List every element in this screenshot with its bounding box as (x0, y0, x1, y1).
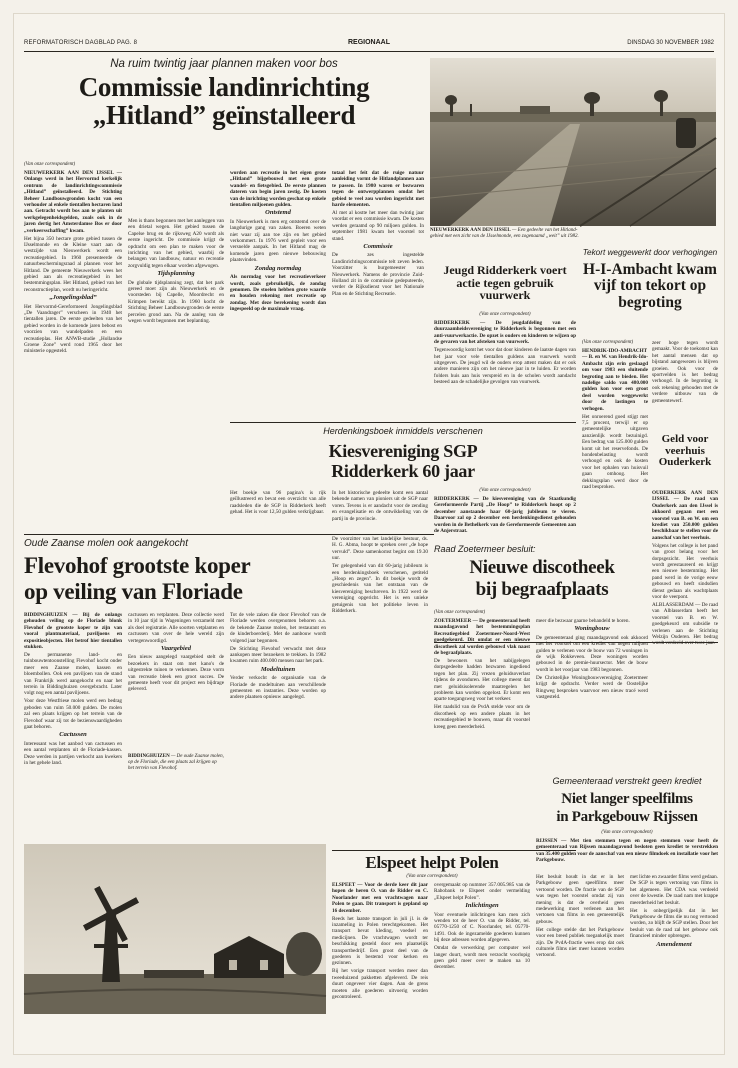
article-zoetermeer-body1: De bewoners van het nabijgelegen dorpsgedeelte hadden bezwaren ingediend tegen het plan. Zij vrezen geluidsoverlast tijdens de avonduren. Het college meent dat met geluidsisolerende maatregelen het probleem kan worden opgelost. Er komt een aparte toegangsweg voor het verkeer. (434, 657, 530, 703)
article-hitland-col4b-text: Al met al kostte het meer dan twintig jaar voordat er een commissie kwam. De kosten werden geraamd op 90 miljoen gulden. In september 1981 kwam het voorstel tot stand. (332, 209, 424, 242)
article-flevohof-col2-text: cactussen en vetplanten. Deze collectie werd in 10 jaar tijd in Wageningen verzameld met als doel registratie. Alle soorten vetplanten en cactussen van over de hele wereld zijn vertegenwoordigd. (128, 612, 224, 644)
article-flevohof-headline-1: Flevohof grootste koper (24, 553, 251, 578)
article-hitland-col2b-text: De globale tijdsplanning zegt, dat het park gereed moet zijn als Nieuwerkerk en de voorsteden bij Capelle, Moordrecht en Krimpen bereikt zijn. In 1960 kocht de Stichting Beheer Landbouwgronden de eerste percelen grond aan. Na de aanleg van de wegen wordt begonnen met beplanting. (128, 279, 224, 325)
article-veerhuis-headline: Geld voor veerhuis Ouderkerk (658, 433, 712, 469)
article-flevohof-col2 (128, 612, 224, 752)
article-alblasserdam-text: ALBLASSERDAM — De raad van Alblasserdam heeft het voorstel van B. en W. goedgekeurd om subsidie te verlenen aan de Stichting Welzijn Ouderen. Het bedrag wordt verdeeld over twee jaar. (652, 601, 718, 647)
article-hitland-kicker: Na ruim twintig jaar plannen maken voor bos (110, 58, 338, 70)
article-flevohof-col1 (24, 612, 122, 838)
article-ambacht-lead: HENDRIK-IDO-AMBACHT — B. en W. van Hendrik-Ido-Ambacht zijn erin geslaagd om voor 1983 een sluitende begroting aan te bieden. Het nadelige saldo van 480.000 gulden kon voor een groot deel worden weggewerkt door de lastingen te verhogen. (582, 348, 648, 412)
windmill-photo-caption (128, 754, 224, 772)
article-rijssen-body1: Het besluit houdt in dat er in het Parkgebouw geen speelfilms meer vertoond worden. De fractie van de SGP was tegen het voorstel omdat zij van mening is dat de overheid geen medewerking moet verlenen aan het vertonen van films in een gemeentelijk gebouw. (536, 874, 624, 925)
article-rijssen-col2b-text: Het is onbegrijpelijk dat in het Parkgebouw de films die nu nog vertoond worden, zo blijft de SGP stellen. Door het besluit van de raad zal het gebouw ook financieel minder opbrengen. (630, 907, 718, 940)
article-sgp-body4: In het historische gedeelte komt een aantal bekende namen van pioniers uit de SGP naar voren. Tevens is er aandacht voor de zending en evangelisatie en de ontwikkeling van de partij in de provincie. (332, 490, 428, 522)
article-flevohof-col3-text: Tot de vele zaken die door Flevohof van de Floriade werden overgenomen behoren o.a. de bekende Zaanse molen, het restaurant en de kinderboerderij. Met de aanbouw wordt volgend jaar begonnen. (230, 612, 326, 644)
article-elspeet-headline: Elspeet helpt Polen (365, 853, 499, 872)
article-zoetermeer-col1 (434, 618, 530, 840)
article-elspeet-col2 (434, 882, 530, 1038)
article-ambacht-headline: H-I-Ambacht kwam vijf ton tekort op begroting (583, 261, 717, 311)
article-sgp-col1 (332, 536, 428, 846)
landscape-photo-image (430, 58, 716, 226)
article-rijssen-col2-text: met lichte en zwaarder films werd gedaan. De SGP is tegen vertoning van films in het algemeen. Het CDA was verdeeld over de kwestie. De raad nam met krappe meerderheid het besluit. (630, 874, 719, 906)
article-hitland-col3b-text: In Nieuwerkerk is men erg ontstemd over de langdurige gang van zaken. Boeren weten niet waar zij aan toe zijn en het gebied verkommert. In 1976 werd gepleit voor een versnelde aanpak. In het Hitland mag de komende jaren geen nieuwe bebouwing plaatsvinden. (230, 218, 326, 264)
article-sgp-col0 (230, 490, 326, 546)
article-rijssen-body2: Het college stelde dat het Parkgebouw voor een breed publiek toegankelijk moet zijn. De PvdA-fractie wees erop dat ook culturele films niet meer kunnen worden vertoond. (536, 926, 624, 959)
landscape-caption-text: — Een gedeelte van het Hitland-gebied met een zicht van de IJsselmonde, een zogenaamd „weit” uit 1982. (430, 228, 579, 239)
article-rijssen-sign: Amendement (656, 940, 692, 948)
article-flevohof-headline-2: op veiling van Floriade (24, 579, 243, 604)
article-rijssen-col1 (536, 874, 624, 1038)
article-veerhuis-text: Volgens het college is het pand van groot belang voor het dorpsgezicht. Het veerhuis wordt gerestaureerd en krijgt een nieuwe bestemming. Het pand werd in de vorige eeuw gebouwd en heeft sindsdien dienst gedaan als wachtplaats voor de veerpont. (652, 542, 718, 600)
article-rijssen-kicker: Gemeenteraad verstrekt geen krediet (552, 776, 702, 786)
article-hitland-col4c-text: De zes ingestelde Landinrichtingscommissie telt zeven leden. Voorzitter is burgemeester van Nieuwerkerk. Namens de provincie Zuid-Holland zit in de commissie gedeputeerde, verder de Rijksdienst voor het Nationale Plan en de Stichting Recreatie. (332, 252, 424, 297)
article-flevohof-body2: Voor deze Westfriese molen werd een bedrag geboden van ruim 50.000 gulden. De molen zal een plaats krijgen op het terrein van de Flevohof waar zij tot de bezienswaardigheden gaat behoren. (24, 698, 122, 730)
article-ambacht-col1 (582, 348, 648, 538)
article-flevohof-sub1: Cactussen (59, 731, 87, 739)
article-flevohof-sub3: Modeltuinen (260, 665, 296, 673)
article-ambacht-text: Het onroerend goed stijgt met 7,5 procent, terwijl er op gemeentelijke uitgaven aanzienlijk wordt bezuinigd. Een bedrag van 125.000 gulden komt uit het reservefonds. De hondenbelasting wordt verhoogd en ook de kosten voor het ophalen van huisvuil gaan omhoog. Het dekkingsplan werd door de raad besproken. (582, 413, 648, 491)
landscape-caption-lead: NIEUWERKERK AAN DEN IJSSEL (430, 228, 511, 233)
article-hitland-col2 (128, 218, 224, 530)
article-elspeet-body2: Bij het vorige transport werden meer dan tweeduizend pakketten afgeleverd. De reis duurt ongeveer vier dagen. Aan de grens moeten alle goederen uitvoerig worden gecontroleerd. (332, 968, 428, 1000)
article-rijssen-lead: RIJSSEN — Met tien stemmen tegen en negen stemmen voor heeft de gemeenteraad van Rijssen maandagavond besloten geen krediet te verstrekken van 35.400 gulden voor de aanschaf van een nieuw filmdoek en installatie voor het Parkgebouw. (536, 838, 718, 864)
article-hitland-body1: Het bijna 350 hectare grote gebied tussen de IJsselmonde en de Kleine vaart aan de westzijde van Nieuwerkerk wordt een recreatiegebied. In 1960 presenteerde de natuurbeschermingsraad al plannen voor het Hitland. De gemeente Nieuwerkerk wees het gebied aan als recreatiegebied in het bestemmingsplan. Het Hitland, gebied van het reconstructieplan, wordt nu heringericht. (24, 235, 122, 293)
article-elspeet-byline: (Van onze correspondent) (406, 874, 458, 879)
landscape-photo-caption (430, 228, 580, 240)
article-sgp-col0b (332, 490, 428, 530)
article-sgp-body1: De voorzitter van het landelijke bestuur, ds. H. G. Abma, hoopt te spreken over „de hope vervuld”. Deze samenkomst begint om 19.30 uur. (332, 536, 428, 562)
article-elspeet-col2c-text: Omdat de verwerking per computer wel langer duurt, wordt men verzocht voorlopig geen geld meer over te maken na 10 december. (434, 945, 530, 971)
article-vuurwerk-headline: Jeugd Ridderkerk voert actie tegen gebruik vuurwerk (443, 263, 567, 303)
article-sgp-kicker: Herdenkingsboek inmiddels verschenen (323, 426, 483, 436)
article-veerhuis-body (652, 490, 718, 647)
article-flevohof-kicker: Oude Zaanse molen ook aangekocht (24, 538, 188, 549)
masthead-section: REGIONAAL (348, 39, 390, 46)
article-elspeet-col2b-text: Voor eventuele inlichtingen kan men zich wenden tot de heer O. van de Ridder, tel. 05770-1250 of C. Noorlander, tel. 05770-1491. Ook de ingezamelde goederen kunnen bij deze adressen worden afgegeven. (434, 911, 530, 944)
article-hitland-body2: Het Hervormd-Gereformeerd Jongelingsblad „De Vaandrager” verscheen in 1940 het tientallen jaren. De eerste gedeelten van het gebied worden in de komende jaren bebost en voorzien van wandelpaden en een recreatieplas. Het ANWB-studie „Hollandse Groene Zone” werd rond 1965 door het ministerie opgesteld. (24, 303, 122, 355)
article-hitland-sub1: „Jongelingsblad” (49, 294, 97, 302)
article-rijssen-col2 (630, 874, 718, 1038)
article-sgp-lead: RIDDERKERK — De kiesvereniging van de Staatkundig Gereformeerde Partij „De Hoop” te Ridderkerk hoopt op 2 december aanstaande haar 60-jarig jubileum te vieren. Daarvoor zal op 2 december een herdenkingsdienst gehouden worden in de Bethelkerk van de Gereformeerde Gemeenten aan de Anjerstraat. (434, 496, 576, 535)
article-flevohof-sub2: Vaargebied (161, 645, 191, 653)
article-zoetermeer-kicker: Raad Zoetermeer besluit: (434, 544, 536, 554)
article-flevohof-col3b-text: De Stichting Flevohof verwacht met deze aankopen meer bezoekers te trekken. In 1982 kwamen ruim 400.000 mensen naar het park. (230, 645, 326, 665)
article-vuurwerk-lead: RIDDERKERK — De jeugdafdeling van de duurzaamheidsvereniging te Ridderkerk is begonnen met een anti-vuurwerkactie. De opzet is ouders en kinderen te wijzen op de gevaren van het afsteken van vuurwerk. (434, 320, 576, 346)
sgp-top-rule (230, 422, 576, 423)
article-elspeet-body1: Reeds het laatste transport in juli jl. is de inzameling in Polen terechtgekomen. Het transport bevat kleding, voedsel en medicijnen. De vrachtwagen wordt ter beschikking gesteld door een plaatselijk transportbedrijf. Een groot deel van de goederen is bestemd voor kerken en gezinnen. (332, 915, 428, 967)
article-zoetermeer-body2: Het raadslid van de PvdA stelde voor om de discotheek op een andere plaats in het recreatiegebied te bouwen, maar dit voorstel kreeg geen meerderheid. (434, 704, 530, 730)
article-hitland-col3c-text: Als normdag voor het recreatieverkeer wordt, zoals gebruikelijk, de zondag genomen. De stoelen hebben grote waarde en houden rekening met recreatie op zondag. Met deze berekening wordt dan ingespeeld op de maximale vraag. (230, 274, 326, 313)
article-hitland-sub4: Zondag normdag (254, 264, 302, 272)
article-elspeet-sub: Inlichtingen (465, 902, 499, 910)
article-hitland-sub5: Commissie (363, 242, 393, 250)
article-elspeet-col2-text: overgemaakt op nummer 357.005.985 van de Rabobank te Elspeet onder vermelding „Elspeet helpt Polen”. (434, 882, 530, 901)
article-hitland-col4-text: totaal het feit dat de ruige natuur aanleiding vormt de Hitlandplannen aan te passen. In 1980 waren er bezwaren tegen de ontwerpplannen omdat het gebied te veel zou worden ingericht met harde elementen. (332, 170, 424, 209)
article-hitland-col4 (332, 170, 424, 418)
article-flevohof-body1: De permanente land- en tuinbouwtentoonstelling Flevohof kocht onder meer een Zaanse molen, kassen en bloembollen. Ook een paviljoen van de stand van Frankrijk werd aangekocht en naar het terrein in Biddinghuizen overgebracht. Later volgt nog een aantal paviljoens. (24, 651, 122, 697)
article-zoetermeer-col2b-text: De gemeenteraad ging maandagavond ook akkoord met het voorstel om een krediet van negen miljoen gulden te verlenen voor de bouw van 72 woningen in de wijk Rokkeveen. Deze woningen worden gebouwd in de premie-huursector. Met de bouw wordt in het voorjaar van 1983 begonnen. (536, 634, 648, 673)
article-vuurwerk-byline: (Van onze correspondent) (479, 312, 531, 317)
article-sgp-byline: (Van onze correspondent) (479, 488, 531, 493)
article-hitland-col3-text: worden aan recreatie in het eigen grote „Hitland” bijgebouwd met een grote wandel- en fietsgebied. De eerste plannen dateren van begin jaren zestig. De kosten van de inrichting worden geschat op enkele tientallen miljoenen gulden. (230, 170, 326, 209)
article-ambacht-col2 (652, 340, 718, 428)
article-ambacht-kicker: Tekort weggewerkt door verhogingen (582, 248, 718, 257)
article-sgp-lead-col (434, 496, 576, 542)
article-flevohof-body3: Interessant was het aanbod van cactussen en een aantal vetplanten uit de Floriade-kassen. Deze werden in partijen verkocht aan kwekers in het gehele land. (24, 740, 122, 766)
article-zoetermeer-sub: Woningbouw (574, 625, 610, 633)
masthead-date: DINSDAG 30 NOVEMBER 1982 (627, 40, 714, 46)
article-zoetermeer-byline: (Van onze correspondent) (434, 610, 486, 615)
landscape-photo (430, 58, 716, 226)
article-veerhuis-lead: OUDERKERK AAN DEN IJSSEL — De raad van Ouderkerk aan den IJssel is akkoord gegaan met een voorstel van B. en W. om een krediet van 250.000 gulden beschikbaar te stellen voor de aanschaf van het veerhuis. (652, 490, 718, 541)
article-hitland-col2-text: Men is thans begonnen met het aanleggen van een drietal wegen. Het gebied tussen de Capelse brug en de rijksweg A20 wordt als eerste ingericht. De commissie krijgt de opdracht om een plan te maken voor de inrichting van het gebied, waarbij de belangen van landbouw, natuur en recreatie zorgvuldig tegen elkaar worden afgewogen. (128, 218, 224, 269)
article-sgp-headline-2: Ridderkerk 60 jaar (331, 461, 475, 481)
article-sgp-headline-1: Kiesvereniging SGP (328, 441, 478, 461)
article-vuurwerk-text: Tegenwoordig komt het voor dat door kinderen de laatste dagen van het jaar voor vele tientallen guldens aan vuurwerk wordt uitgegeven. De jeugd wil de ouders erop attent maken dat er ook andere manieren zijn om het nieuwe jaar in te luiden. Er worden folders huis aan huis verspreid en in de scholen wordt aandacht besteed aan de schadelijke gevolgen van vuurwerk. (434, 347, 576, 386)
article-hitland-col3 (230, 170, 326, 418)
article-flevohof-lead: BIDDINGHUIZEN — Bij de onlangs gehouden veiling op de Floriade blonk Flevohof de grootste koper te zijn van vooral plantmateriaal, paviljoens en expositieobjecten. Het betrof hier tientallen stukken. (24, 612, 122, 651)
windmill-caption-text: — De oude Zaanse molen, op de Floriade, die een plaats zal krijgen op het terrein van Flevohof. (128, 754, 224, 771)
article-zoetermeer-col2c-text: De Christelijke Woningbouwvereniging Zoetermeer krijgt de opdracht. Verder werd de Oostelijke Ringweg besproken waarvoor een nieuw tracé werd vastgesteld. (536, 674, 648, 700)
article-flevohof-col3c-text: Verder verkocht de organisatie van de Floriade de modeltuinen aan verschillende gemeenten en instanties. Deze worden op andere plaatsen opnieuw aangelegd. (230, 675, 326, 701)
article-elspeet-lead: ELSPEET — Voor de derde keer dit jaar hopen de heren O. van de Ridder en C. Noorlander met een vrachtwagen naar Polen te gaan. Dit transport is gepland op 16 december. (332, 882, 428, 914)
article-rijssen-headline-1: Niet langer speelfilms (561, 791, 693, 807)
article-hitland-lead: NIEUWERKERK AAN DEN IJSSEL — Onlangs werd in het Hervormd kerkelijk centrum de landinrichtingscommissie „Hitland” geïnstalleerd. De Stichting Beheer Landbouwgronden kocht van een verhouder al enkele tientallen hectaren land aan. Getracht wordt bos aan te planten uit werkgelegenheidsgelden, zoals ook in de jaren dertig het Amsterdamse Bos er door „verkeersschaffing” kwam. (24, 170, 122, 234)
article-zoetermeer-headline-1: Nieuwe discotheek (469, 557, 615, 578)
article-hitland-headline-2: „Hitland” geïnstalleerd (92, 100, 356, 130)
article-sgp-body2: Ter gelegenheid van dit 60-jarig jubileum is een herdenkingsboek verschenen, getiteld „Hoop en zegen”. In dit boekje wordt de geschiedenis van het ontstaan van de kiesvereniging beschreven. In 1922 werd de vereniging opgericht. Het is een unieke getuigenis van het politieke leven in Ridderkerk. (332, 563, 428, 614)
newspaper-page (14, 14, 724, 1054)
article-hitland-sub2: Tijdsplanning (157, 270, 195, 278)
article-hitland-sub3: Ontstemd (265, 209, 291, 217)
windmill-caption-lead: BIDDINGHUIZEN (128, 754, 170, 759)
article-zoetermeer-headline-2: bij begraafplaats (475, 579, 609, 600)
windmill-photo (24, 844, 326, 1014)
article-flevohof-col2b-text: Een nieuw aangelegd vaargebied stelt de bezoekers in staat om met kano's de uitgestrekte tuinen te verkennen. Deze vorm van recreatie bleek een groot succes. De gemeente heeft voor dit project een bijdrage geleverd. (128, 654, 224, 693)
article-ambacht-col2-text: zeer hoge tegen wordt gemaakt. Voor de toekomst kan het aantal mensen dat op bijstand aangewezen is blijven groeien. Ook voor de sportvelden is het bedrag verhoogd. In de begroting is ook rekening gehouden met de verdere uitbouw van de gemeentewerf. (652, 340, 718, 404)
windmill-photo-image (24, 844, 326, 1014)
article-elspeet-col1 (332, 882, 428, 1038)
article-hitland-headline-1: Commissie landinrichting (78, 72, 370, 102)
article-rijssen-lead-col (536, 838, 718, 872)
flevohof-top-rule (24, 534, 434, 535)
article-sgp-body5: Het boekje van 96 pagina's is rijk geïllustreerd en bevat een overzicht van alle raadsleden die de SGP in Ridderkerk heeft gehad. Het is voor 12,50 gulden verkrijgbaar. (230, 490, 326, 516)
masthead-paper-page: REFORMATORISCH DAGBLAD PAG. 8 (24, 40, 138, 46)
article-flevohof-col3 (230, 612, 326, 848)
article-hitland-byline: (Van onze correspondent) (24, 162, 76, 167)
article-zoetermeer-lead: ZOETERMEER — De gemeenteraad heeft maandagavond het bestemmingsplan Recreatiegebied Zoetermeer-Noord-West goedgekeurd. Dit omdat er een nieuwe discotheek zal worden gebouwd vlak naast de begraafplaats. (434, 618, 530, 657)
article-rijssen-byline: (Van onze correspondent) (601, 830, 653, 835)
masthead (24, 38, 714, 52)
article-hitland-col1 (24, 170, 122, 530)
article-zoetermeer-col2-text: meer die bezwaar gaarne behandeld te horen. (536, 618, 630, 624)
article-rijssen-headline-2: in Parkgebouw Rijssen (556, 809, 698, 825)
article-ambacht-byline: (Van onze correspondent) (582, 340, 634, 345)
